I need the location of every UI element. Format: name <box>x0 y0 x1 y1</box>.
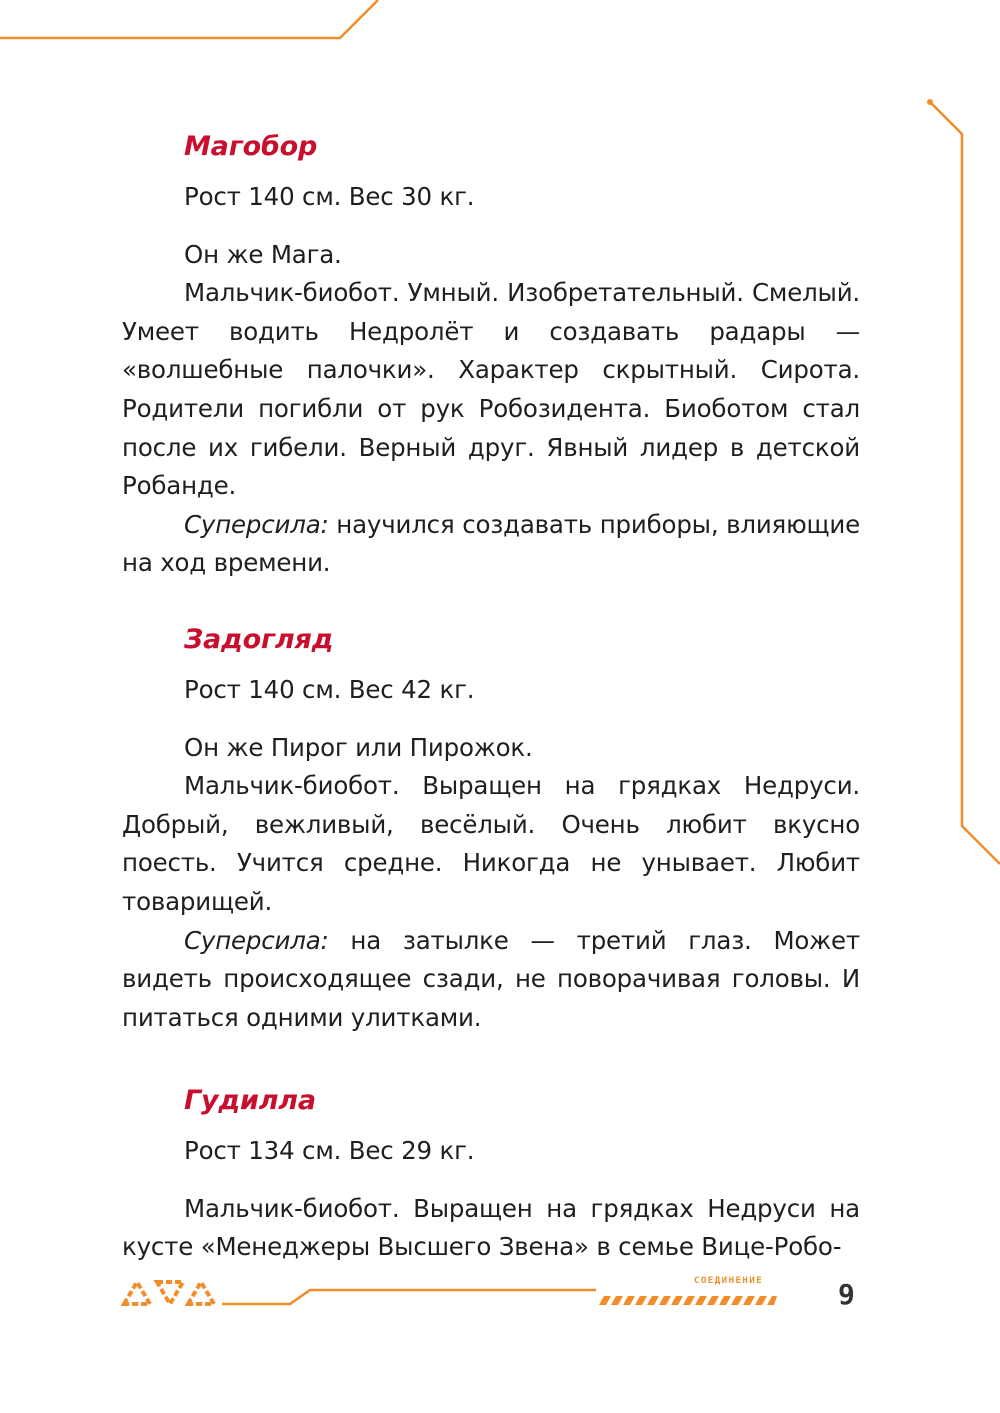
character-superpower <box>122 922 860 1038</box>
footer-hatch-bar <box>599 1296 777 1305</box>
character-name: Гудилла <box>184 1085 316 1117</box>
character-magobor <box>122 128 860 583</box>
character-description: Мальчик-биобот. Умный. Изобретательный. Смелый. Умеет водить Недролёт и создавать радары — «волшебные палочки». Характер скрытный. Сирота. Родители погибли от рук Робозидента. Биоботом стал после их гибели. Верный друг. Явный лидер в детской Робанде. <box>122 278 860 501</box>
character-description: Мальчик-биобот. Выращен на грядках Недруси на кусте «Менеджеры Высшего Звена» в семье Вице-Робо- <box>122 1193 860 1262</box>
section-spacer <box>122 1037 860 1082</box>
character-stats: Рост 140 см. Вес 30 кг. <box>184 182 475 211</box>
character-name: Задогляд <box>184 623 334 655</box>
right-frame-line <box>930 102 1000 864</box>
character-alias: Он же Мага. <box>184 239 342 269</box>
superpower-text: на затылке — третий глаз. Может видеть происходящее сзади, не поворачивая головы. И питаться одними улитками. <box>122 925 860 1032</box>
superpower-text: научился создавать приборы, влияющие на ход времени. <box>122 509 860 578</box>
page-number: 9 <box>838 1278 855 1311</box>
superpower-label: Суперсила: <box>184 509 329 539</box>
superpower-label: Суперсила: <box>184 925 329 955</box>
main-content <box>122 128 860 1267</box>
footer-line <box>222 1290 596 1304</box>
character-stats: Рост 140 см. Вес 42 кг. <box>184 674 475 704</box>
character-alias: Он же Пирог или Пирожок. <box>184 732 533 762</box>
top-left-frame-line <box>0 0 378 38</box>
character-gudilla <box>122 1082 860 1267</box>
footer-label: СОЕДИНЕНИЕ <box>694 1276 764 1286</box>
character-stats: Рост 134 см. Вес 29 кг. <box>184 1136 475 1166</box>
character-superpower <box>122 506 860 583</box>
section-spacer <box>122 583 860 621</box>
character-name: Магобор <box>184 131 318 162</box>
character-description: Мальчик-биобот. Выращен на грядках Недруси. Добрый, вежливый, весёлый. Очень любит вкусно поесть. Учится средне. Никогда не унывает. Любит товарищей. <box>122 771 860 916</box>
footer-triangles-icon <box>124 1282 214 1304</box>
character-zadoglyad <box>122 621 860 1037</box>
right-frame-dot <box>927 99 933 105</box>
